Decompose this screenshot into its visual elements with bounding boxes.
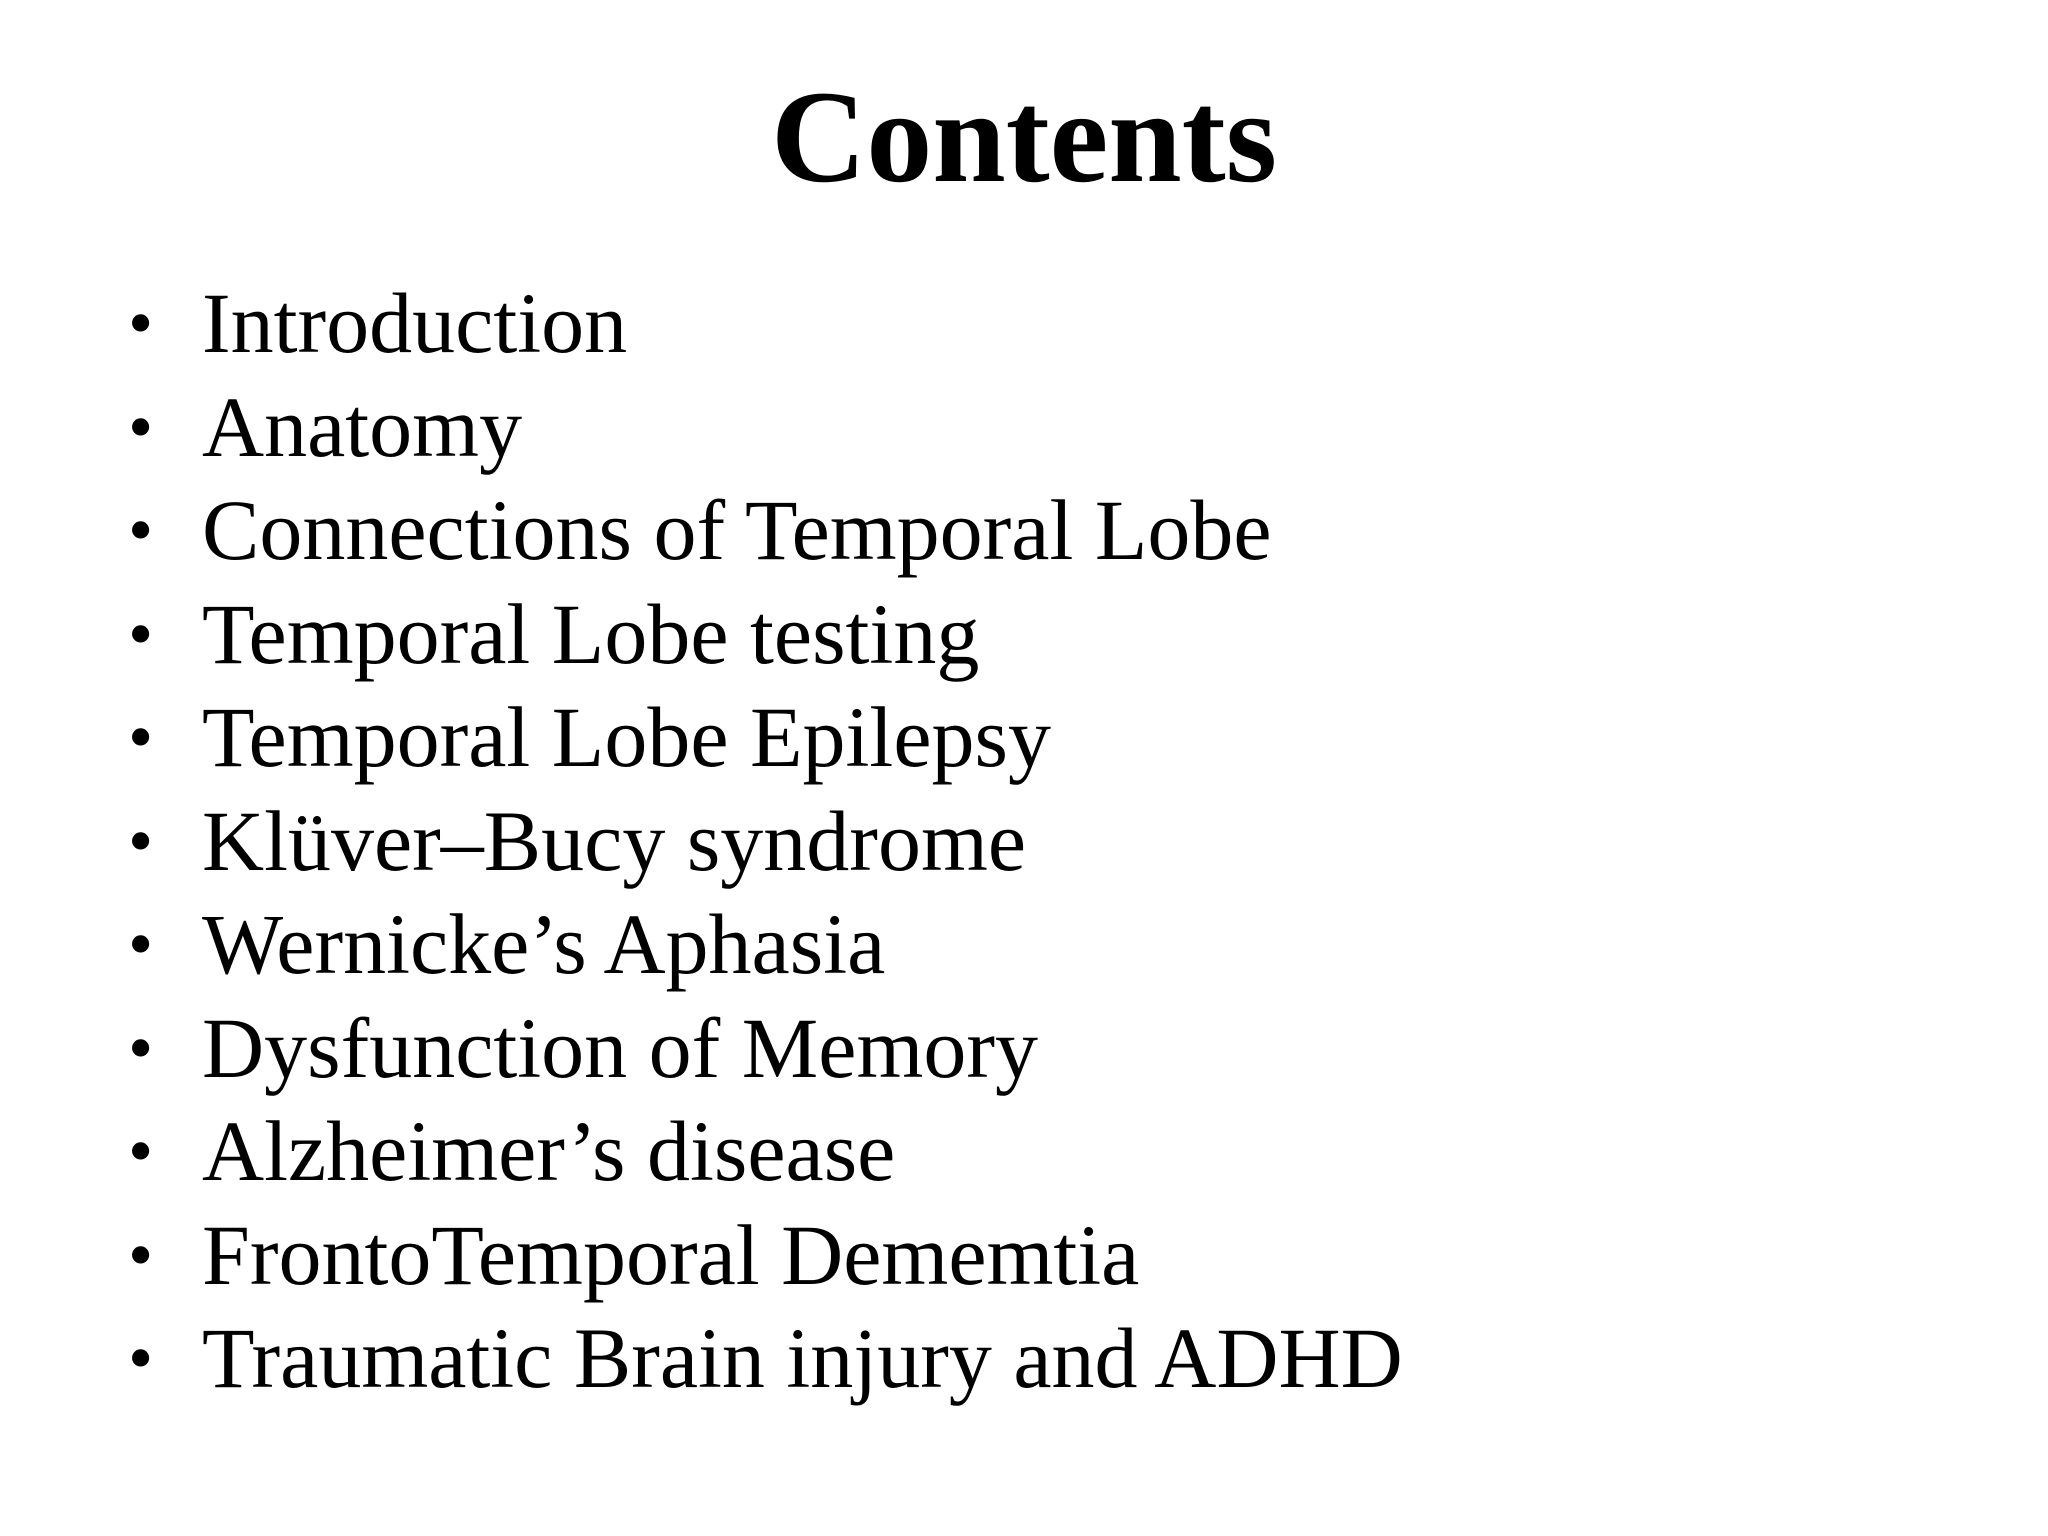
- list-item-text: Klüver–Bucy syndrome: [202, 792, 1027, 889]
- bullet-icon: •: [128, 904, 154, 984]
- list-item-text: Alzheimer’s disease: [202, 1103, 896, 1199]
- list-item-text: Anatomy: [202, 378, 523, 475]
- bullet-icon: •: [128, 593, 154, 674]
- bullet-icon: •: [128, 1214, 154, 1295]
- list-item-text: Temporal Lobe testing: [202, 585, 980, 682]
- list-item-text: Traumatic Brain injury and ADHD: [202, 1310, 1403, 1406]
- bullet-icon: •: [128, 283, 154, 363]
- slide-title: Contents: [770, 63, 1278, 210]
- bullet-icon: •: [128, 800, 154, 881]
- bullet-icon: •: [128, 1318, 154, 1398]
- bullet-icon: •: [128, 386, 154, 467]
- list-item-text: Introduction: [202, 275, 628, 371]
- bullet-icon: •: [128, 697, 154, 777]
- bullet-icon: •: [128, 1111, 154, 1191]
- bullet-icon: •: [128, 1007, 154, 1088]
- list-item-text: Wernicke’s Aphasia: [202, 896, 886, 992]
- list-item-text: FrontoTemporal Dememtia: [202, 1206, 1140, 1303]
- list-item-text: Dysfunction of Memory: [202, 999, 1038, 1096]
- list-item-text: Temporal Lobe Epilepsy: [202, 689, 1051, 785]
- list-item-text: Connections of Temporal Lobe: [202, 482, 1272, 578]
- bullet-icon: •: [128, 490, 154, 570]
